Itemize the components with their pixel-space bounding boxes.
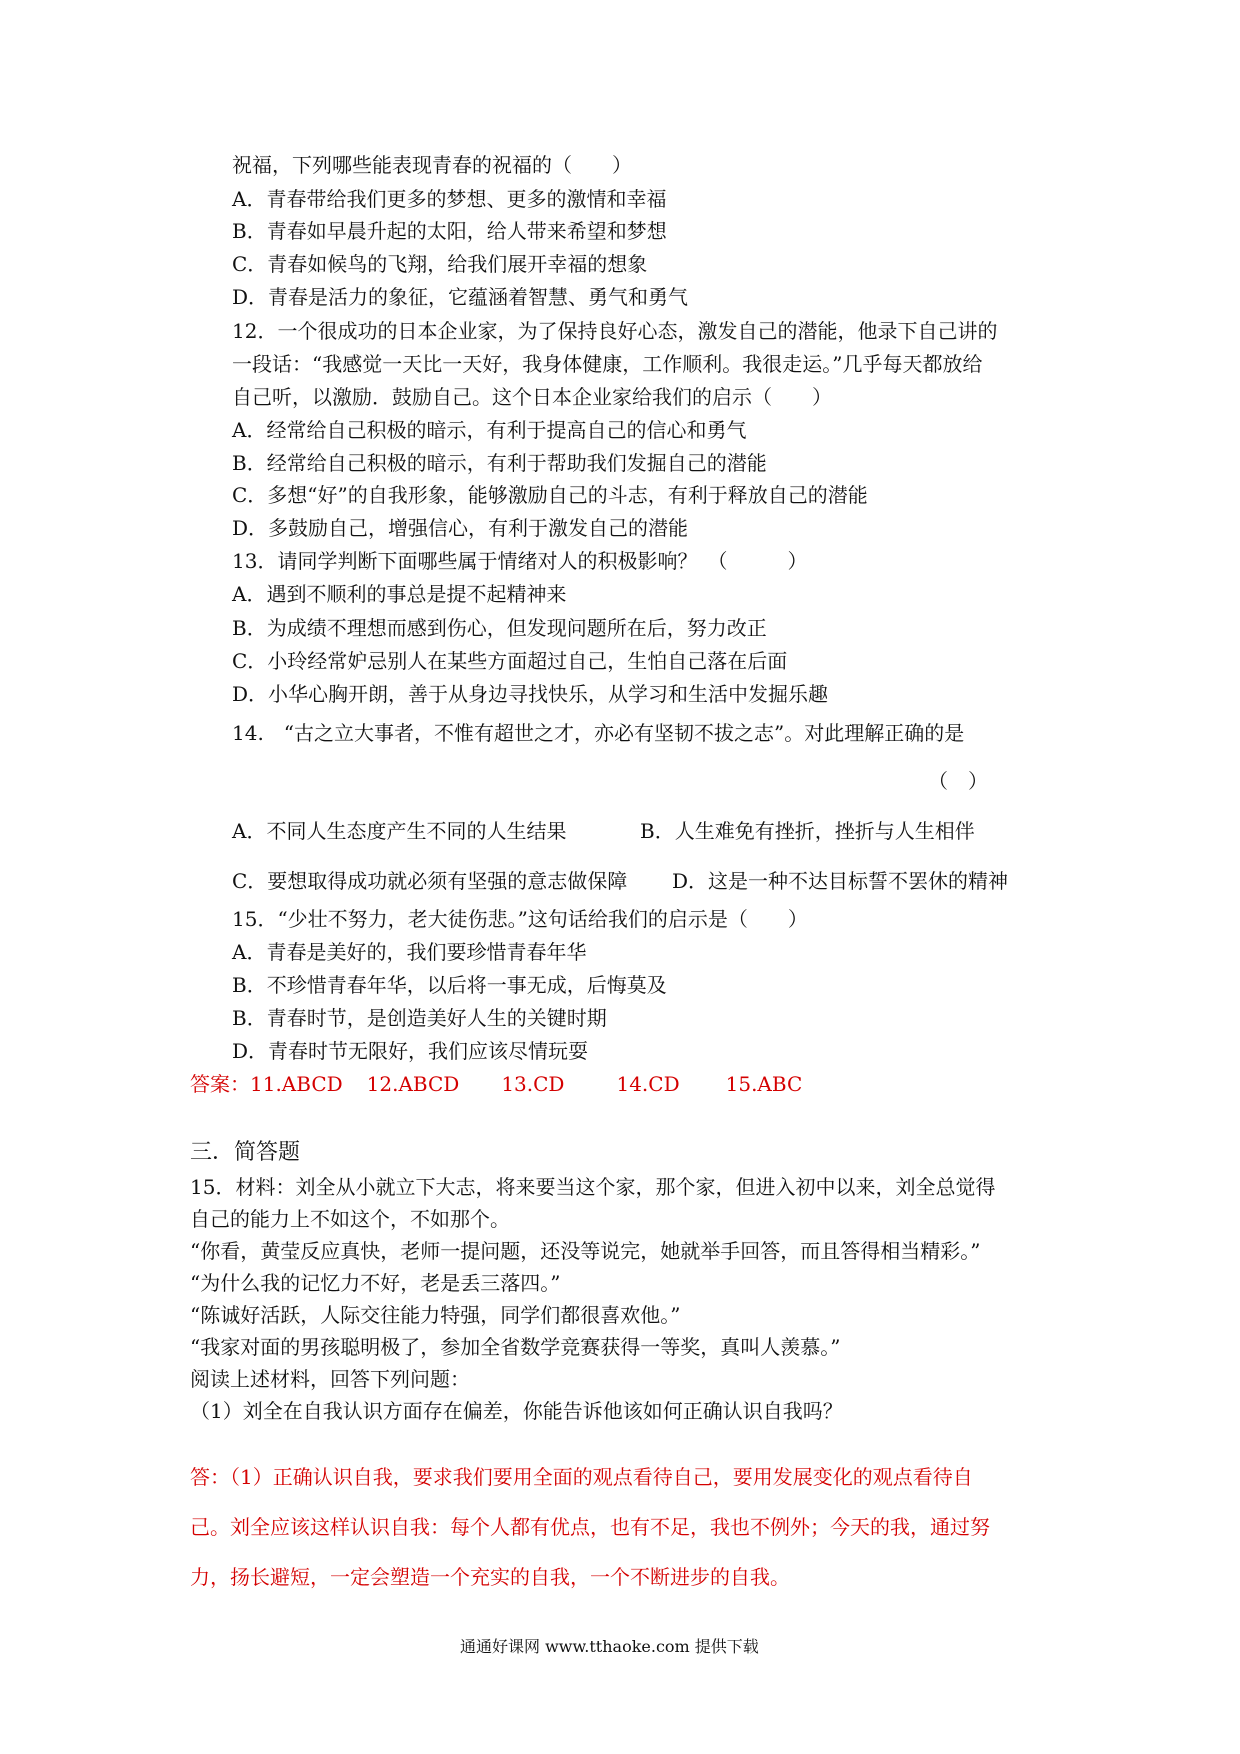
q13-stem: 13．请同学判断下面哪些属于情绪对人的积极影响？ （ ） xyxy=(232,549,808,573)
answer-item: 13.CD xyxy=(501,1072,565,1096)
q11-option-b: B．青春如早晨升起的太阳，给人带来希望和梦想 xyxy=(232,219,667,243)
q12-option-d: D．多鼓励自己，增强信心，有利于激发自己的潜能 xyxy=(232,516,689,540)
q12-option-a: A．经常给自己积极的暗示，有利于提高自己的信心和勇气 xyxy=(232,418,747,442)
q12-option-b: B．经常给自己积极的暗示，有利于帮助我们发掘自己的潜能 xyxy=(232,451,767,475)
q14-option-a: A．不同人生态度产生不同的人生结果 xyxy=(232,819,567,843)
q12-stem-line: 一段话：“我感觉一天比一天好，我身体健康，工作顺利。我很走运。”几乎每天都放给 xyxy=(232,352,983,376)
q15-option-b: B．不珍惜青春年华，以后将一事无成，后悔莫及 xyxy=(232,973,667,997)
q14-stem: 14. “古之立大事者，不惟有超世之才，亦必有坚韧不拔之志”。对此理解正确的是 xyxy=(232,721,965,745)
answer-line: 答：（1）正确认识自我，要求我们要用全面的观点看待自己，要用发展变化的观点看待自 xyxy=(190,1465,973,1489)
answers-row xyxy=(190,1071,802,1097)
material-line: “为什么我的记忆力不好，老是丢三落四。” xyxy=(190,1271,561,1295)
q15-stem: 15．“少壮不努力，老大徒伤悲。”这句话给我们的启示是（ ） xyxy=(232,907,808,931)
footer-text: 通通好课网 www.tthaoke.com 提供下载 xyxy=(460,1637,759,1656)
q15-option-a: A．青春是美好的，我们要珍惜青春年华 xyxy=(232,940,587,964)
material-line: 阅读上述材料，回答下列问题： xyxy=(190,1367,470,1391)
q11-option-c: C．青春如候鸟的飞翔，给我们展开幸福的想象 xyxy=(232,252,648,276)
material-line: 15．材料：刘全从小就立下大志，将来要当这个家，那个家，但进入初中以来，刘全总觉得 xyxy=(190,1175,996,1199)
answers-label: 答案： xyxy=(190,1072,250,1096)
q12-option-c: C．多想“好”的自我形象，能够激励自己的斗志，有利于释放自己的潜能 xyxy=(232,483,868,507)
q12-stem-line: 自己听，以激励．鼓励自己。这个日本企业家给我们的启示（ ） xyxy=(232,385,832,409)
q13-option-c: C．小玲经常妒忌别人在某些方面超过自己，生怕自己落在后面 xyxy=(232,649,788,673)
q11-option-a: A．青春带给我们更多的梦想、更多的激情和幸福 xyxy=(232,187,667,211)
material-line: “你看，黄莹反应真快，老师一提问题，还没等说完，她就举手回答，而且答得相当精彩。” xyxy=(190,1239,981,1263)
q15-option-d: D．青春时节无限好，我们应该尽情玩耍 xyxy=(232,1039,589,1063)
material-line: 自己的能力上不如这个，不如那个。 xyxy=(190,1207,510,1231)
q15-option-b-second: B．青春时节，是创造美好人生的关键时期 xyxy=(232,1006,607,1030)
q11-option-d: D．青春是活力的象征，它蕴涵着智慧、勇气和勇气 xyxy=(232,285,689,309)
q11-stem: 祝福，下列哪些能表现青春的祝福的（ ） xyxy=(232,153,632,177)
answer-item: 15.ABC xyxy=(725,1072,803,1096)
answer-item: 12.ABCD xyxy=(366,1072,460,1096)
q14-option-b: B．人生难免有挫折，挫折与人生相伴 xyxy=(640,819,975,843)
answer-line: 力，扬长避短，一定会塑造一个充实的自我，一个不断进步的自我。 xyxy=(190,1565,790,1589)
answer-item: 14.CD xyxy=(616,1072,680,1096)
q14-option-d: D．这是一种不达目标誓不罢休的精神 xyxy=(672,869,1009,893)
answer-line: 己。刘全应该这样认识自我：每个人都有优点，也有不足，我也不例外；今天的我，通过努 xyxy=(190,1515,990,1539)
q13-option-b: B．为成绩不理想而感到伤心，但发现问题所在后，努力改正 xyxy=(232,616,767,640)
material-line: “陈诚好活跃，人际交往能力特强，同学们都很喜欢他。” xyxy=(190,1303,681,1327)
q14-answer-bracket: （ ） xyxy=(928,769,988,793)
material-line: “我家对面的男孩聪明极了，参加全省数学竞赛获得一等奖，真叫人羡慕。” xyxy=(190,1335,841,1359)
q12-stem-line: 12．一个很成功的日本企业家，为了保持良好心态，激发自己的潜能，他录下自己讲的 xyxy=(232,319,998,343)
q14-option-c: C．要想取得成功就必须有坚强的意志做保障 xyxy=(232,869,628,893)
q13-option-d: D．小华心胸开朗，善于从身边寻找快乐，从学习和生活中发掘乐趣 xyxy=(232,682,829,706)
q13-option-a: A．遇到不顺利的事总是提不起精神来 xyxy=(232,582,567,606)
section-title: 三．简答题 xyxy=(190,1140,301,1165)
answer-item: 11.ABCD xyxy=(250,1072,343,1096)
question-line: （1）刘全在自我认识方面存在偏差，你能告诉他该如何正确认识自我吗？ xyxy=(190,1399,843,1423)
